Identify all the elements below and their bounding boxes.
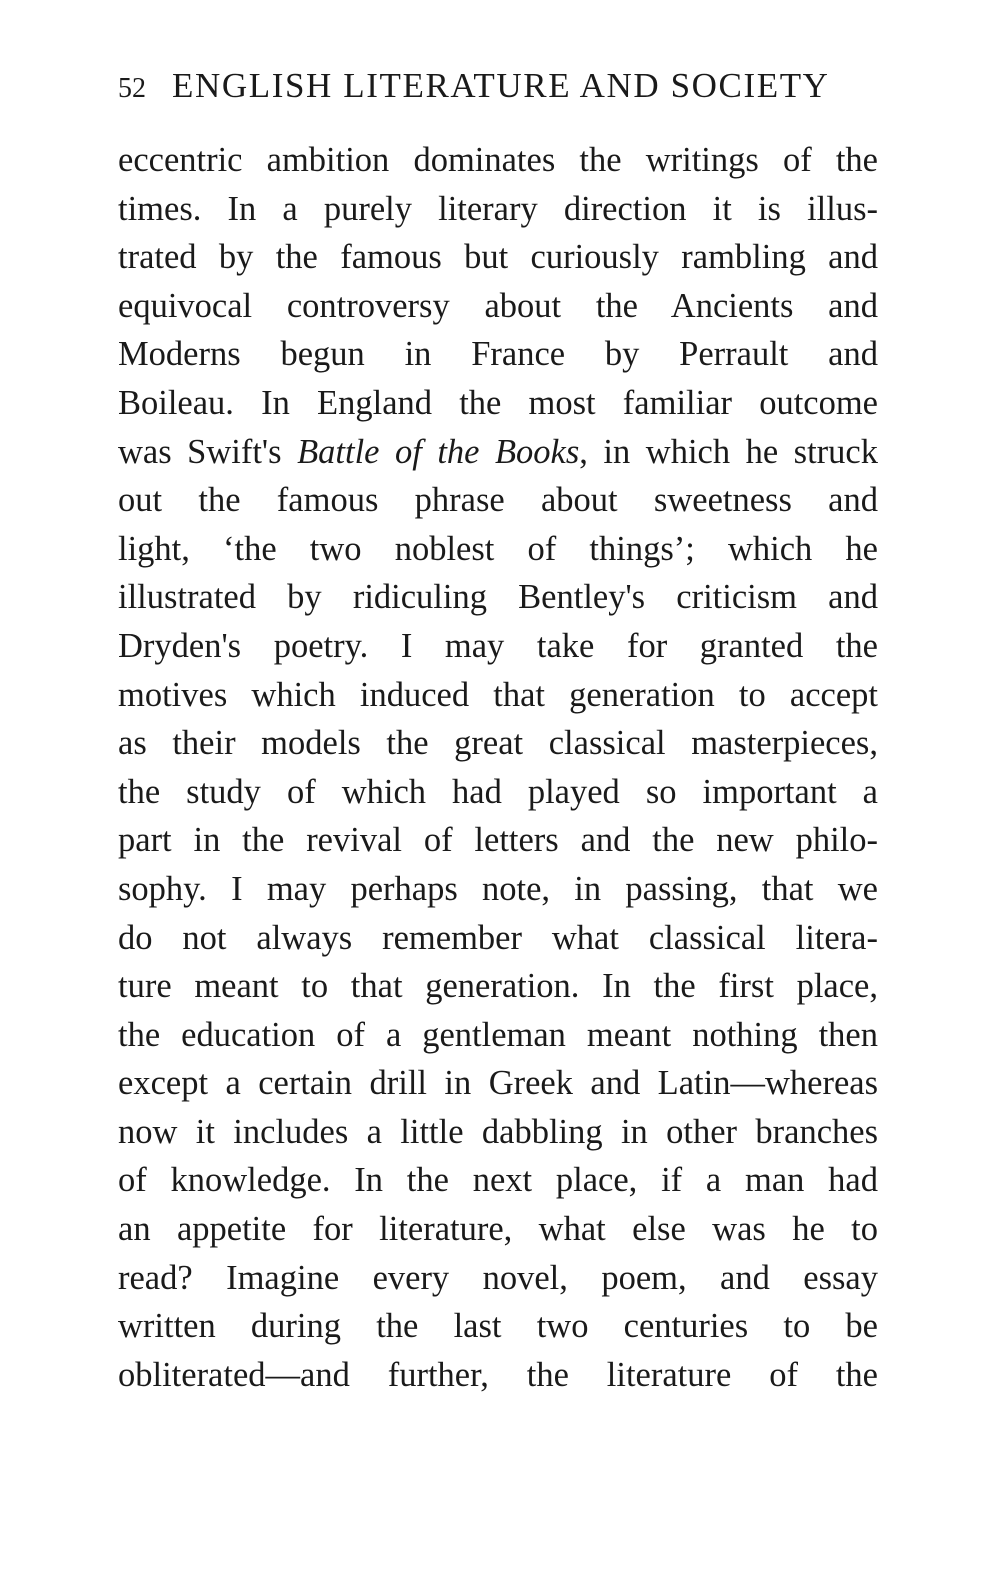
book-title: Battle of the Books	[297, 432, 580, 471]
page-number: 52	[118, 73, 146, 104]
text-line: obliterated—and further, the literature of the	[118, 1355, 878, 1394]
text-line: ture meant to that generation. In the first place,	[118, 967, 878, 1006]
text-line: except a certain drill in Greek and Latin—whereas	[118, 1064, 878, 1103]
text-line: motives which induced that generation to accept	[118, 675, 878, 714]
text-line: the education of a gentleman meant nothing then	[118, 1015, 878, 1054]
text-line: of knowledge. In the next place, if a man had	[118, 1161, 878, 1200]
running-title: ENGLISH LITERATURE AND SOCIETY	[172, 66, 830, 105]
text-line: out the famous phrase about sweetness and	[118, 481, 878, 520]
text-line: trated by the famous but curiously rambling and	[118, 238, 878, 277]
running-head	[118, 66, 878, 114]
text-line: the study of which had played so important a	[118, 772, 878, 811]
text-line	[118, 428, 878, 477]
text-line: as their models the great classical masterpieces,	[118, 724, 878, 763]
text-line: written during the last two centuries to be	[118, 1307, 878, 1346]
text-line: sophy. I may perhaps note, in passing, that we	[118, 869, 878, 908]
text-line: illustrated by ridiculing Bentley's criticism and	[118, 578, 878, 617]
body-text	[118, 136, 878, 1399]
text-line: part in the revival of letters and the new philo-	[118, 821, 878, 860]
text-segment: , in which he struck	[579, 432, 878, 471]
text-line: equivocal controversy about the Ancients and	[118, 286, 878, 325]
text-line: Moderns begun in France by Perrault and	[118, 335, 878, 374]
text-line: read? Imagine every novel, poem, and essay	[118, 1258, 878, 1297]
text-line: light, ‘the two noblest of things’; which he	[118, 529, 878, 568]
text-line: eccentric ambition dominates the writings of the	[118, 141, 878, 179]
text-line: Boileau. In England the most familiar outcome	[118, 383, 878, 422]
text-line: times. In a purely literary direction it is illus-	[118, 189, 878, 228]
text-line: do not always remember what classical litera-	[118, 918, 878, 957]
text-segment: was Swift's	[118, 432, 298, 471]
text-line: Dryden's poetry. I may take for granted the	[118, 626, 878, 665]
text-line: now it includes a little dabbling in other branches	[118, 1112, 878, 1151]
text-line: an appetite for literature, what else was he to	[118, 1210, 878, 1249]
